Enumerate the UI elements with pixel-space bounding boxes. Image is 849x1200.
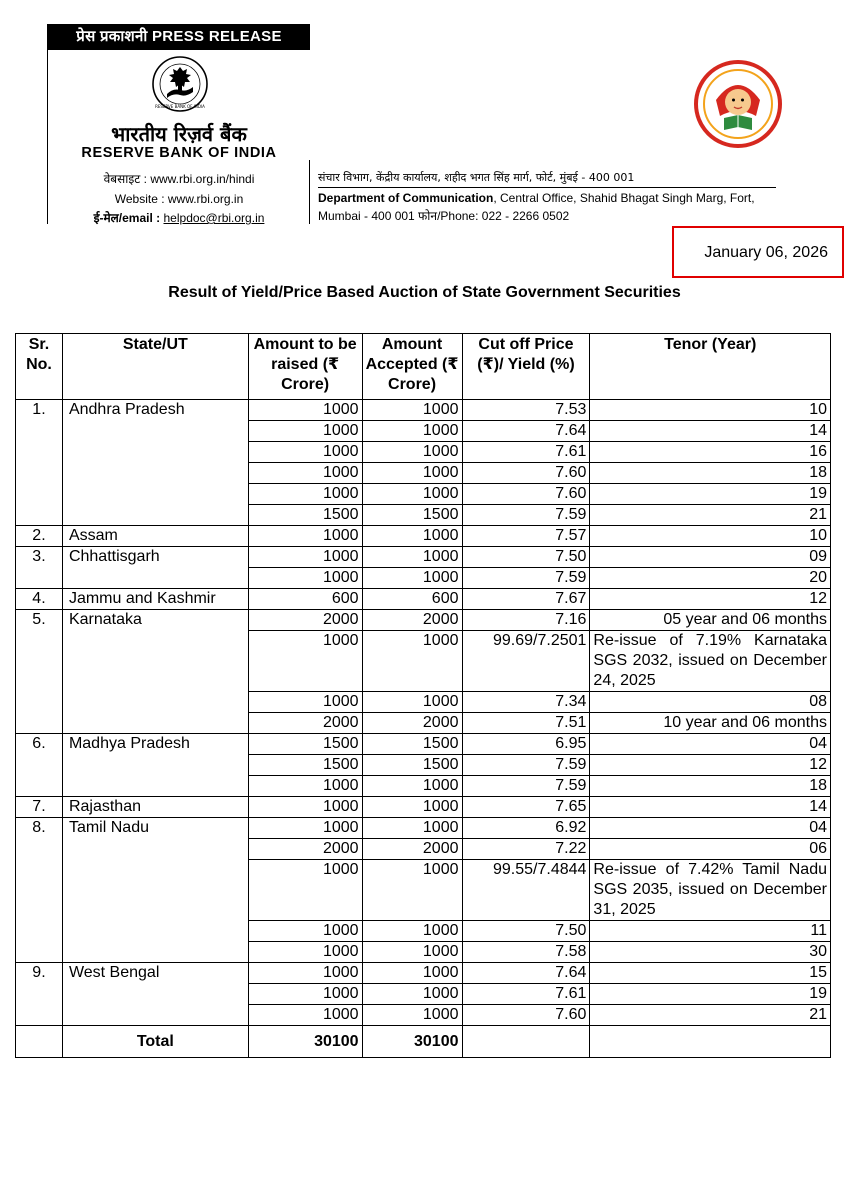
amount-accepted-cell: 1000 <box>362 942 462 963</box>
amount-accepted-cell: 1000 <box>362 776 462 797</box>
cutoff-cell: 6.95 <box>462 734 590 755</box>
cutoff-cell: 7.59 <box>462 505 590 526</box>
cutoff-cell: 7.53 <box>462 400 590 421</box>
cutoff-cell: 7.59 <box>462 568 590 589</box>
amount-raised-cell: 1000 <box>248 776 362 797</box>
department-address-hindi: संचार विभाग, केंद्रीय कार्यालय, शहीद भगत सिंह मार्ग, फोर्ट, मुंबई - 400 001 <box>318 171 635 184</box>
cutoff-cell: 7.57 <box>462 526 590 547</box>
cutoff-cell: 7.50 <box>462 921 590 942</box>
total-empty-cell <box>16 1026 63 1058</box>
tenor-cell: 05 year and 06 months <box>590 610 831 631</box>
amount-raised-cell: 1500 <box>248 755 362 776</box>
tenor-cell: 04 <box>590 818 831 839</box>
state-cell: Tamil Nadu <box>62 818 248 963</box>
tenor-cell: 19 <box>590 484 831 505</box>
svg-text:RESERVE BANK OF INDIA: RESERVE BANK OF INDIA <box>155 104 205 109</box>
amount-raised-cell: 2000 <box>248 610 362 631</box>
total-empty-cell <box>590 1026 831 1058</box>
table-row <box>16 547 831 568</box>
amount-raised-cell: 1000 <box>248 484 362 505</box>
amount-accepted-cell: 2000 <box>362 610 462 631</box>
tenor-cell: 06 <box>590 839 831 860</box>
amount-accepted-cell: 1000 <box>362 984 462 1005</box>
amount-accepted-cell: 2000 <box>362 839 462 860</box>
tenor-cell: 10 <box>590 526 831 547</box>
amount-accepted-cell: 1000 <box>362 692 462 713</box>
cutoff-cell: 7.60 <box>462 1005 590 1026</box>
table-row <box>16 610 831 631</box>
rbi-seal-icon <box>152 56 208 112</box>
tenor-cell: 10 year and 06 months <box>590 713 831 734</box>
amount-raised-cell: 1000 <box>248 526 362 547</box>
cutoff-cell: 7.60 <box>462 484 590 505</box>
tenor-cell: 15 <box>590 963 831 984</box>
total-raised: 30100 <box>248 1026 362 1058</box>
cutoff-cell: 7.59 <box>462 755 590 776</box>
tenor-cell: 08 <box>590 692 831 713</box>
tenor-cell: 04 <box>590 734 831 755</box>
tenor-cell: Re-issue of 7.42% Tamil Nadu SGS 2035, issued on December 31, 2025 <box>590 860 831 921</box>
amount-raised-cell: 1000 <box>248 421 362 442</box>
tenor-cell: 12 <box>590 755 831 776</box>
department-address-line2: Mumbai - 400 001 फोन/Phone: 022 - 2266 0502 <box>318 209 570 223</box>
amount-accepted-cell: 1500 <box>362 734 462 755</box>
sr-no-cell: 5. <box>16 610 63 734</box>
header-tenor: Tenor (Year) <box>590 334 831 400</box>
amount-accepted-cell: 1000 <box>362 818 462 839</box>
state-cell: Andhra Pradesh <box>62 400 248 526</box>
press-release-banner: प्रेस प्रकाशनी PRESS RELEASE <box>48 24 310 50</box>
sr-no-cell: 8. <box>16 818 63 963</box>
website-hindi-link[interactable]: www.rbi.org.in/hindi <box>150 172 255 186</box>
department-address-line1: , Central Office, Shahid Bhagat Singh Marg, Fort, <box>493 191 755 205</box>
amount-raised-cell: 1000 <box>248 692 362 713</box>
amount-accepted-cell: 1000 <box>362 860 462 921</box>
cutoff-cell: 6.92 <box>462 818 590 839</box>
tenor-cell: 12 <box>590 589 831 610</box>
sr-no-cell: 2. <box>16 526 63 547</box>
table-body <box>16 400 831 1058</box>
website-link[interactable]: www.rbi.org.in <box>167 192 244 206</box>
amount-accepted-cell: 1000 <box>362 400 462 421</box>
cutoff-cell: 7.61 <box>462 442 590 463</box>
amount-raised-cell: 2000 <box>248 713 362 734</box>
cutoff-cell: 7.16 <box>462 610 590 631</box>
amount-raised-cell: 1500 <box>248 734 362 755</box>
table-header-row <box>16 334 831 400</box>
cutoff-cell: 7.51 <box>462 713 590 734</box>
cutoff-cell: 7.58 <box>462 942 590 963</box>
state-cell: Rajasthan <box>62 797 248 818</box>
amount-raised-cell: 1000 <box>248 442 362 463</box>
bank-name-english: RESERVE BANK OF INDIA <box>81 145 277 161</box>
amount-raised-cell: 1000 <box>248 463 362 484</box>
website-hindi-label: वेबसाइट : <box>103 172 147 186</box>
bank-name-hindi: भारतीय रिज़र्व बैंक <box>111 122 247 146</box>
amount-accepted-cell: 1000 <box>362 463 462 484</box>
tenor-cell: 21 <box>590 505 831 526</box>
website-label: Website : <box>114 192 165 206</box>
table-row <box>16 963 831 984</box>
cutoff-cell: 7.22 <box>462 839 590 860</box>
tenor-cell: 09 <box>590 547 831 568</box>
amount-raised-cell: 1500 <box>248 505 362 526</box>
header-divider <box>309 160 310 224</box>
total-empty-cell <box>462 1026 590 1058</box>
amount-accepted-cell: 1000 <box>362 921 462 942</box>
cutoff-cell: 7.60 <box>462 463 590 484</box>
department-address-english <box>318 189 778 225</box>
website-line <box>48 192 310 206</box>
amount-accepted-cell: 1000 <box>362 442 462 463</box>
state-cell: Jammu and Kashmir <box>62 589 248 610</box>
tenor-cell: 11 <box>590 921 831 942</box>
tenor-cell: 18 <box>590 463 831 484</box>
tenor-cell: 14 <box>590 797 831 818</box>
total-label: Total <box>62 1026 248 1058</box>
tenor-cell: Re-issue of 7.19% Karnataka SGS 2032, issued on December 24, 2025 <box>590 631 831 692</box>
header-sr-no: Sr. No. <box>16 334 63 400</box>
amount-accepted-cell: 1000 <box>362 631 462 692</box>
sr-no-cell: 3. <box>16 547 63 589</box>
tenor-cell: 19 <box>590 984 831 1005</box>
sr-no-cell: 4. <box>16 589 63 610</box>
tenor-cell: 16 <box>590 442 831 463</box>
amount-raised-cell: 1000 <box>248 984 362 1005</box>
state-cell: Assam <box>62 526 248 547</box>
amount-raised-cell: 1000 <box>248 818 362 839</box>
amount-accepted-cell: 1000 <box>362 568 462 589</box>
amount-accepted-cell: 2000 <box>362 713 462 734</box>
amount-raised-cell: 1000 <box>248 568 362 589</box>
state-cell: West Bengal <box>62 963 248 1026</box>
amount-accepted-cell: 1000 <box>362 526 462 547</box>
amount-raised-cell: 1000 <box>248 400 362 421</box>
release-date: January 06, 2026 <box>672 226 844 278</box>
amount-accepted-cell: 1000 <box>362 484 462 505</box>
table-row <box>16 734 831 755</box>
state-cell: Madhya Pradesh <box>62 734 248 797</box>
email-label: ई-मेल/email : <box>93 211 161 225</box>
cutoff-cell: 7.59 <box>462 776 590 797</box>
department-name: Department of Communication <box>318 191 494 205</box>
header-amount-raised: Amount to be raised (₹ Crore) <box>248 334 362 400</box>
cutoff-cell: 7.34 <box>462 692 590 713</box>
cutoff-cell: 99.55/7.4844 <box>462 860 590 921</box>
table-row <box>16 818 831 839</box>
auction-results-table <box>15 333 831 1058</box>
tenor-cell: 10 <box>590 400 831 421</box>
sr-no-cell: 7. <box>16 797 63 818</box>
cutoff-cell: 7.65 <box>462 797 590 818</box>
cutoff-cell: 7.50 <box>462 547 590 568</box>
sr-no-cell: 6. <box>16 734 63 797</box>
tenor-cell: 30 <box>590 942 831 963</box>
table-row <box>16 797 831 818</box>
amount-raised-cell: 1000 <box>248 797 362 818</box>
table-row <box>16 526 831 547</box>
amount-accepted-cell: 1000 <box>362 797 462 818</box>
total-row <box>16 1026 831 1058</box>
website-hindi-line <box>48 170 310 187</box>
tenor-cell: 18 <box>590 776 831 797</box>
amount-accepted-cell: 1500 <box>362 505 462 526</box>
amount-raised-cell: 1000 <box>248 963 362 984</box>
sr-no-cell: 9. <box>16 963 63 1026</box>
amount-accepted-cell: 1000 <box>362 421 462 442</box>
cutoff-cell: 7.64 <box>462 421 590 442</box>
beti-bachao-beti-padhao-logo <box>694 60 782 148</box>
page-title: Result of Yield/Price Based Auction of State Government Securities <box>168 284 681 301</box>
cutoff-cell: 7.67 <box>462 589 590 610</box>
amount-raised-cell: 1000 <box>248 860 362 921</box>
email-link[interactable]: helpdoc@rbi.org.in <box>163 211 265 225</box>
tenor-cell: 20 <box>590 568 831 589</box>
amount-accepted-cell: 600 <box>362 589 462 610</box>
state-cell: Karnataka <box>62 610 248 734</box>
email-line <box>48 209 310 226</box>
table-row <box>16 589 831 610</box>
cutoff-cell: 99.69/7.2501 <box>462 631 590 692</box>
tenor-cell: 21 <box>590 1005 831 1026</box>
amount-accepted-cell: 1000 <box>362 963 462 984</box>
tenor-cell: 14 <box>590 421 831 442</box>
amount-accepted-cell: 1500 <box>362 755 462 776</box>
amount-raised-cell: 1000 <box>248 921 362 942</box>
amount-raised-cell: 1000 <box>248 547 362 568</box>
amount-raised-cell: 1000 <box>248 942 362 963</box>
cutoff-cell: 7.64 <box>462 963 590 984</box>
amount-accepted-cell: 1000 <box>362 547 462 568</box>
header-cutoff: Cut off Price (₹)/ Yield (%) <box>462 334 590 400</box>
cutoff-cell: 7.61 <box>462 984 590 1005</box>
amount-raised-cell: 2000 <box>248 839 362 860</box>
header-amount-accepted: Amount Accepted (₹ Crore) <box>362 334 462 400</box>
amount-raised-cell: 600 <box>248 589 362 610</box>
rbi-header-block <box>47 24 310 224</box>
amount-raised-cell: 1000 <box>248 631 362 692</box>
amount-raised-cell: 1000 <box>248 1005 362 1026</box>
header-state: State/UT <box>62 334 248 400</box>
table-row <box>16 400 831 421</box>
sr-no-cell: 1. <box>16 400 63 526</box>
state-cell: Chhattisgarh <box>62 547 248 589</box>
department-address <box>318 170 778 225</box>
amount-accepted-cell: 1000 <box>362 1005 462 1026</box>
address-rule <box>318 187 776 188</box>
total-accepted: 30100 <box>362 1026 462 1058</box>
